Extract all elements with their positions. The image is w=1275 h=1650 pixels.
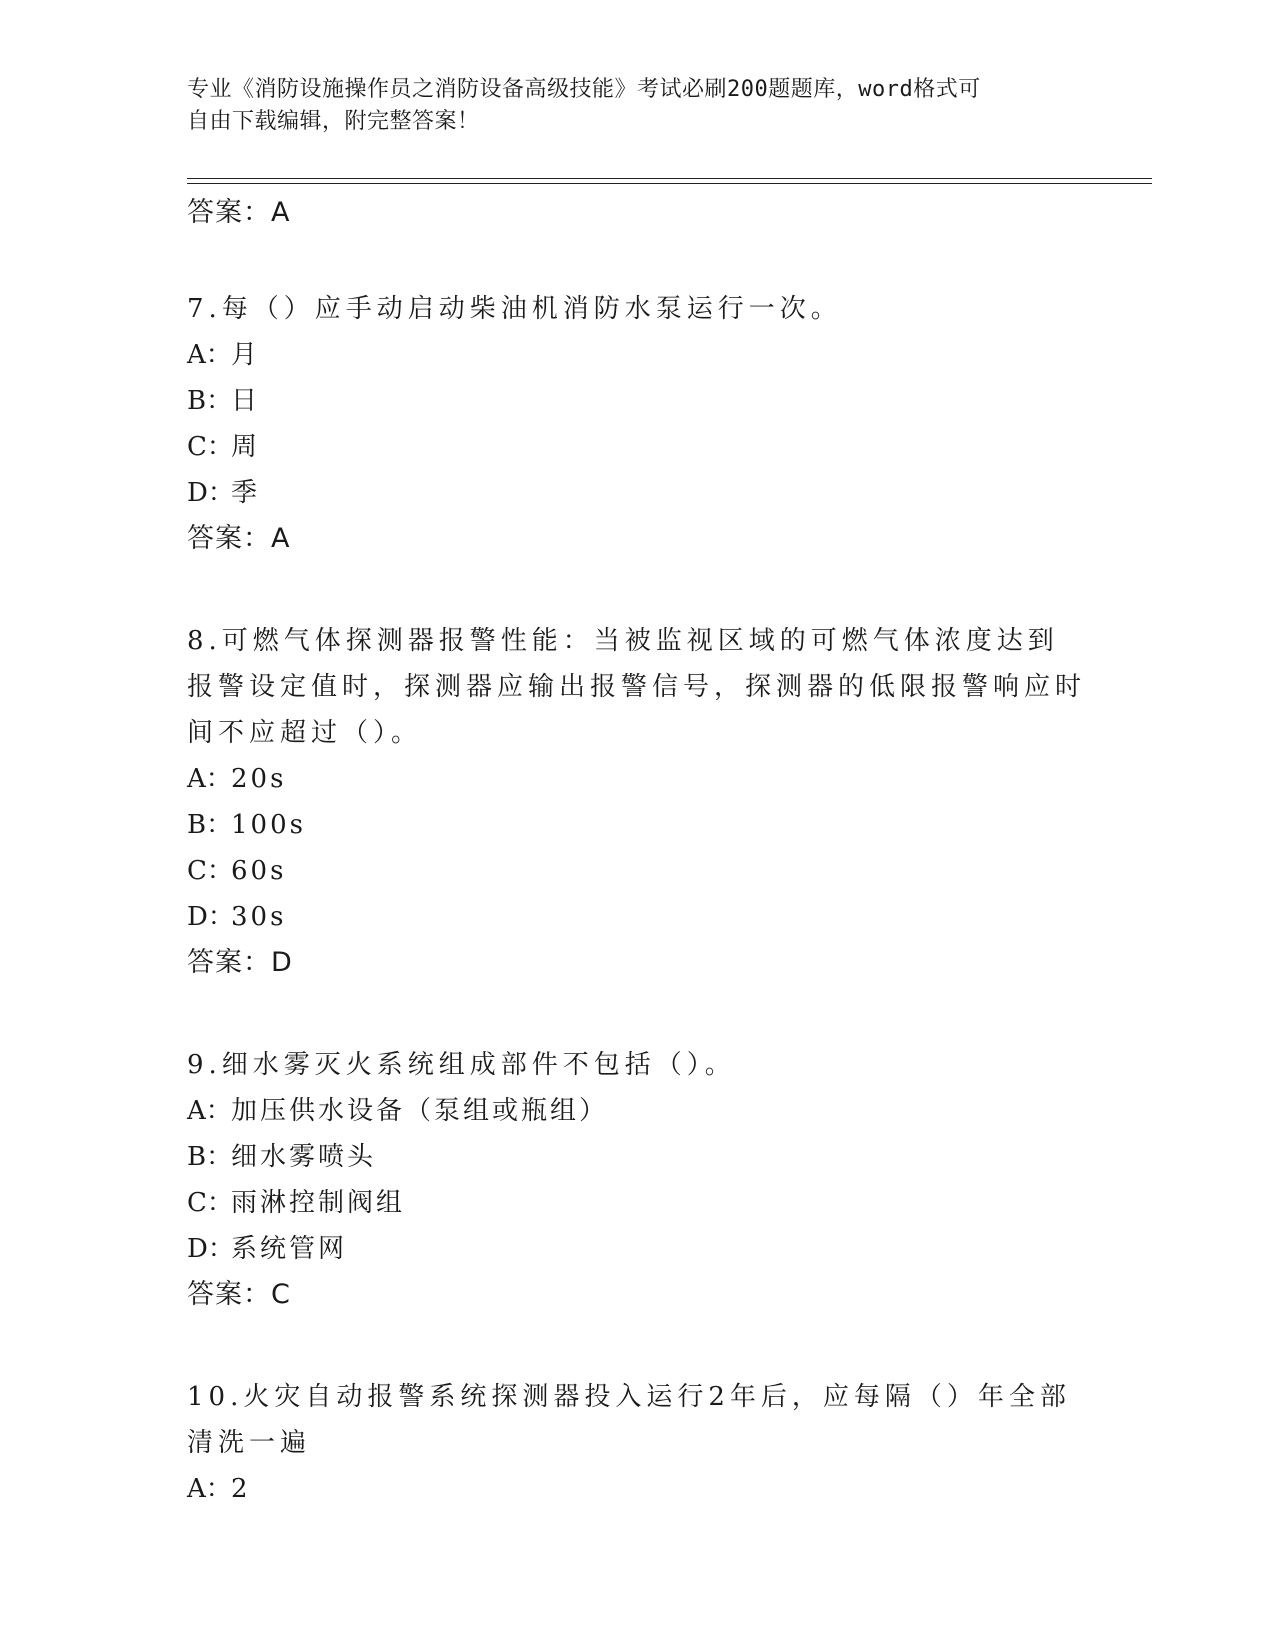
header-divider-top — [187, 178, 1152, 179]
option-value: 季 — [231, 478, 261, 508]
option-b — [187, 1134, 1087, 1180]
option-value: 2 — [231, 1474, 251, 1504]
question-item — [187, 618, 1087, 986]
option-value: 细水雾喷头 — [231, 1142, 377, 1172]
option-a — [187, 332, 1087, 378]
option-key: C： — [187, 1188, 233, 1218]
option-value: 100s — [231, 810, 306, 840]
option-value: 加压供水设备（泵组或瓶组） — [231, 1096, 609, 1126]
option-key: A： — [187, 764, 232, 794]
answer-line: 答案：A — [187, 197, 291, 228]
option-key: D： — [187, 1234, 234, 1264]
option-key: C： — [187, 856, 233, 886]
option-a — [187, 756, 1087, 802]
option-b — [187, 802, 1087, 848]
header-divider-bottom — [187, 183, 1152, 184]
answer-line: 答案：D — [187, 947, 293, 978]
header-line-1: 专业《消防设施操作员之消防设备高级技能》考试必刷200题题库，word格式可 — [187, 77, 981, 102]
question-text: 7.每（）应手动启动柴油机消防水泵运行一次。 — [187, 294, 842, 324]
option-key: D： — [187, 902, 234, 932]
option-value: 60s — [231, 856, 287, 886]
question-text: 9.细水雾灭火系统组成部件不包括（）。 — [187, 1050, 736, 1080]
header-line-2: 自由下载编辑，附完整答案！ — [187, 109, 480, 134]
question-item — [187, 1374, 1087, 1512]
question-item — [187, 1042, 1087, 1318]
option-d — [187, 470, 1087, 516]
option-value: 月 — [231, 340, 261, 370]
question-item — [187, 286, 1087, 562]
option-d — [187, 1226, 1087, 1272]
option-a — [187, 1088, 1087, 1134]
option-key: A： — [187, 340, 232, 370]
option-d — [187, 894, 1087, 940]
question-text: 8.可燃气体探测器报警性能：当被监视区域的可燃气体浓度达到报警设定值时，探测器应输出报警信号，探测器的低限报警响应时间不应超过（）。 — [187, 626, 1087, 748]
question-text: 10.火灾自动报警系统探测器投入运行2年后，应每隔（）年全部清洗一遍 — [187, 1382, 1071, 1458]
option-value: 系统管网 — [231, 1234, 348, 1264]
option-value: 30s — [231, 902, 287, 932]
option-value: 周 — [231, 432, 261, 462]
option-c — [187, 424, 1087, 470]
option-key: B： — [187, 386, 233, 416]
document-header — [187, 74, 1067, 138]
option-value: 20s — [231, 764, 287, 794]
option-c — [187, 848, 1087, 894]
option-key: B： — [187, 810, 233, 840]
option-key: B： — [187, 1142, 233, 1172]
option-key: D： — [187, 478, 234, 508]
answer-line: 答案：C — [187, 1279, 291, 1310]
option-key: A： — [187, 1096, 232, 1126]
option-value: 日 — [231, 386, 261, 416]
option-b — [187, 378, 1087, 424]
option-value: 雨淋控制阀组 — [231, 1188, 406, 1218]
option-a — [187, 1466, 1087, 1512]
option-c — [187, 1180, 1087, 1226]
option-key: C： — [187, 432, 233, 462]
option-key: A： — [187, 1474, 232, 1504]
answer-line: 答案：A — [187, 523, 291, 554]
question-list — [187, 190, 1087, 1512]
